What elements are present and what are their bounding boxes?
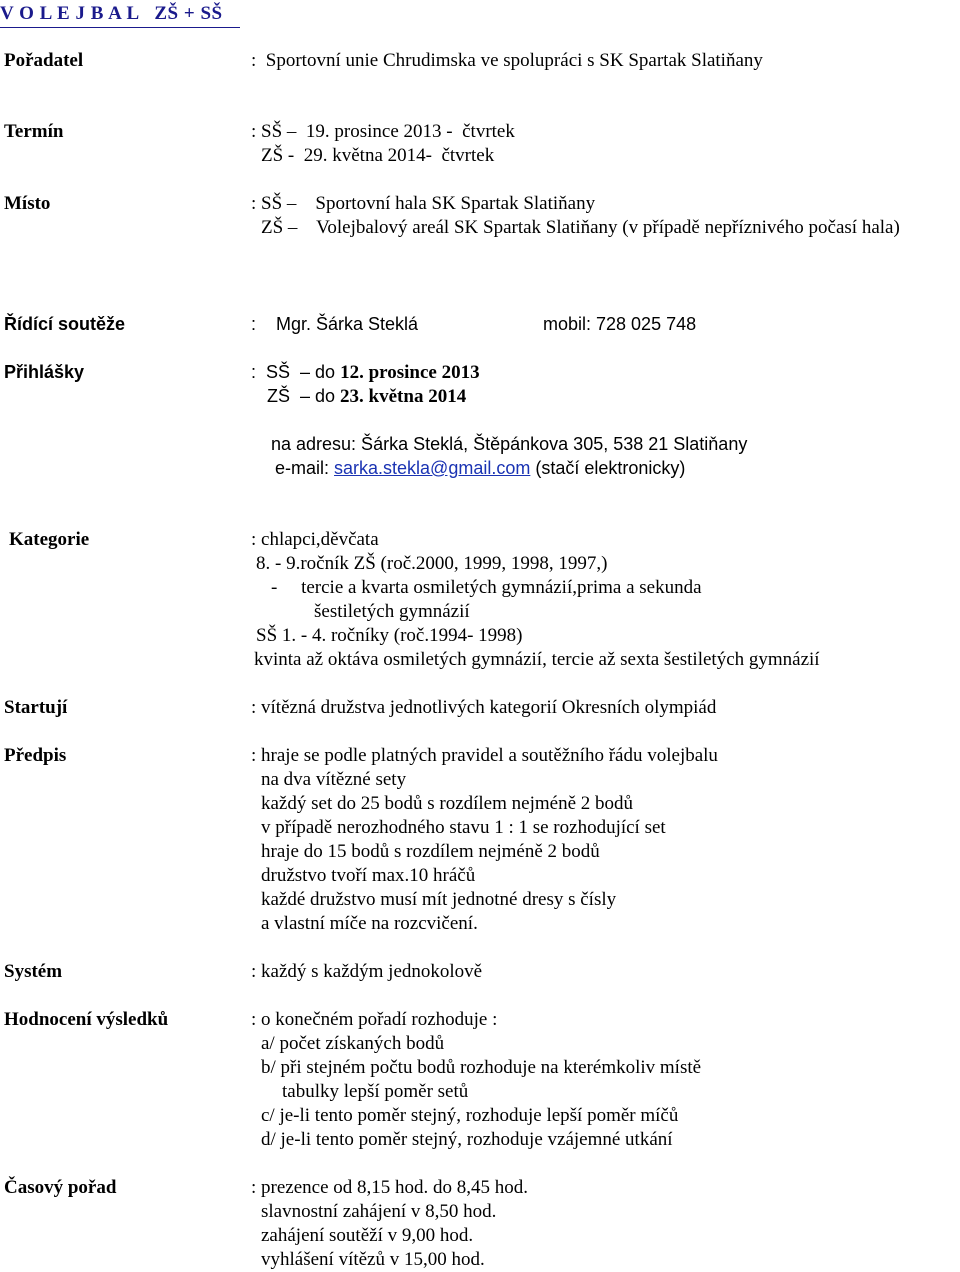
prihlasky-zs-prefix: ZŠ – do bbox=[267, 386, 341, 406]
hodnoceni-line: b/ při stejném počtu bodů rozhoduje na kterémkoliv místě bbox=[261, 1057, 702, 1078]
hodnoceni-line: d/ je-li tento poměr stejný, rozhoduje vzájemné utkání bbox=[261, 1129, 673, 1150]
predpis-line: hraje do 15 bodů s rozdílem nejméně 2 bodů bbox=[261, 841, 600, 862]
kategorie-line: : chlapci,děvčata bbox=[251, 529, 379, 550]
predpis-line: každé družstvo musí mít jednotné dresy s čísly bbox=[261, 889, 617, 910]
value-system: : každý s každým jednokolově bbox=[251, 961, 483, 982]
value-termin-ss: : SŠ – 19. prosince 2013 - čtvrtek bbox=[251, 121, 515, 142]
predpis-line: : hraje se podle platných pravidel a soutěžního řádu volejbalu bbox=[251, 745, 718, 766]
label-system: Systém bbox=[4, 961, 63, 982]
ridici-colon: : bbox=[251, 314, 257, 334]
email-prefix: e-mail: bbox=[275, 458, 335, 478]
label-predpis: Předpis bbox=[4, 745, 67, 766]
hodnoceni-line: tabulky lepší poměr setů bbox=[282, 1081, 469, 1102]
kategorie-line: šestiletých gymnázií bbox=[314, 601, 470, 622]
ridici-mobile: mobil: 728 025 748 bbox=[543, 314, 697, 334]
casovy-line: : prezence od 8,15 hod. do 8,45 hod. bbox=[251, 1177, 529, 1198]
value-poradatel: : Sportovní unie Chrudimska ve spolupráci s SK Spartak Slatiňany bbox=[251, 50, 763, 71]
predpis-line: na dva vítězné sety bbox=[261, 769, 407, 790]
label-termin: Termín bbox=[4, 121, 64, 142]
ridici-name: Mgr. Šárka Steklá bbox=[276, 314, 419, 334]
casovy-line: zahájení soutěží v 9,00 hod. bbox=[261, 1225, 474, 1246]
email-suffix: (stačí elektronicky) bbox=[530, 458, 686, 478]
prihlasky-address: na adresu: Šárka Steklá, Štěpánkova 305, 538 21 Slatiňany bbox=[271, 434, 748, 454]
casovy-line: slavnostní zahájení v 8,50 hod. bbox=[261, 1201, 497, 1222]
predpis-line: družstvo tvoří max.10 hráčů bbox=[261, 865, 476, 886]
prihlasky-email-line bbox=[275, 456, 685, 480]
label-kategorie: Kategorie bbox=[9, 529, 90, 550]
prihlasky-ss-date: 12. prosince 2013 bbox=[340, 362, 480, 383]
hodnoceni-line: c/ je-li tento poměr stejný, rozhoduje lepší poměr míčů bbox=[261, 1105, 679, 1126]
kategorie-line: SŠ 1. - 4. ročníky (roč.1994- 1998) bbox=[256, 625, 523, 646]
value-misto-zs: ZŠ – Volejbalový areál SK Spartak Slatiňany (v případě nepříznivého počasí hala) bbox=[261, 217, 900, 238]
hodnoceni-line: a/ počet získaných bodů bbox=[261, 1033, 445, 1054]
prihlasky-zs bbox=[267, 384, 466, 409]
predpis-line: každý set do 25 bodů s rozdílem nejméně 2 bodů bbox=[261, 793, 634, 814]
hodnoceni-line: : o konečném pořadí rozhoduje : bbox=[251, 1009, 498, 1030]
predpis-line: a vlastní míče na rozcvičení. bbox=[261, 913, 478, 934]
value-startuji: : vítězná družstva jednotlivých kategorií Okresních olympiád bbox=[251, 697, 717, 718]
title-underline bbox=[0, 27, 240, 28]
prihlasky-ss-prefix: : SŠ – do bbox=[251, 362, 341, 382]
predpis-line: v případě nerozhodného stavu 1 : 1 se rozhodující set bbox=[261, 817, 666, 838]
label-startuji: Startují bbox=[4, 697, 68, 718]
casovy-line: vyhlášení vítězů v 15,00 hod. bbox=[261, 1249, 485, 1270]
label-prihlasky: Přihlášky bbox=[4, 362, 85, 382]
label-ridici: Řídící soutěže bbox=[4, 314, 126, 334]
label-casovy: Časový pořad bbox=[4, 1177, 117, 1198]
kategorie-line: 8. - 9.ročník ZŠ (roč.2000, 1999, 1998, 1997,) bbox=[256, 553, 608, 574]
prihlasky-zs-date: 23. května 2014 bbox=[340, 386, 467, 407]
label-hodnoceni: Hodnocení výsledků bbox=[4, 1009, 169, 1030]
prihlasky-ss bbox=[251, 360, 480, 385]
email-link[interactable]: sarka.stekla@gmail.com bbox=[334, 458, 531, 478]
value-misto-ss: : SŠ – Sportovní hala SK Spartak Slatiňany bbox=[251, 193, 596, 214]
label-misto: Místo bbox=[4, 193, 51, 214]
value-termin-zs: ZŠ - 29. května 2014- čtvrtek bbox=[261, 145, 495, 166]
label-poradatel: Pořadatel bbox=[4, 50, 84, 71]
kategorie-line: kvinta až oktáva osmiletých gymnázií, tercie až sexta šestiletých gymnázií bbox=[254, 649, 820, 670]
kategorie-line: - tercie a kvarta osmiletých gymnázií,prima a sekunda bbox=[271, 577, 702, 598]
page-title: V O L E J B A L ZŠ + SŠ bbox=[0, 3, 223, 24]
